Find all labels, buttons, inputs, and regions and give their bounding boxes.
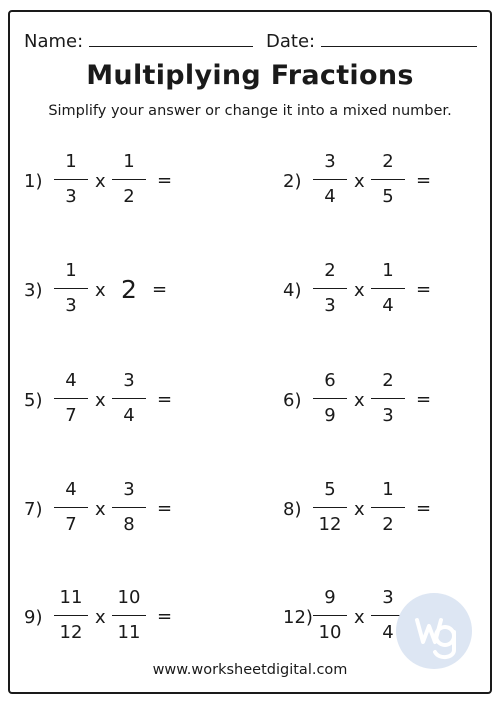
multiply-sign: x bbox=[95, 390, 106, 411]
equals-sign: = bbox=[157, 389, 173, 410]
fraction bbox=[309, 586, 351, 645]
numerator: 5 bbox=[324, 479, 336, 500]
problem-number: 3) bbox=[24, 280, 43, 301]
problem-number: 4) bbox=[283, 280, 302, 301]
worksheet-title: Multiplying Fractions bbox=[86, 60, 414, 91]
numerator: 1 bbox=[382, 479, 394, 500]
numerator: 2 bbox=[382, 151, 394, 172]
numerator: 3 bbox=[382, 587, 394, 608]
fraction-bar bbox=[313, 615, 347, 616]
fraction-bar bbox=[54, 179, 88, 180]
fraction-bar bbox=[54, 398, 88, 399]
fraction bbox=[108, 586, 150, 645]
numerator: 3 bbox=[123, 370, 135, 391]
fraction bbox=[309, 259, 351, 318]
equals-sign: = bbox=[157, 170, 173, 191]
name-label: Name: bbox=[24, 31, 84, 52]
date-field[interactable] bbox=[266, 30, 477, 53]
problem-number: 1) bbox=[24, 171, 43, 192]
denominator: 12 bbox=[318, 514, 342, 535]
fraction bbox=[309, 369, 351, 428]
equals-sign: = bbox=[157, 606, 173, 627]
name-field[interactable] bbox=[24, 30, 253, 53]
numerator: 11 bbox=[59, 587, 83, 608]
denominator: 11 bbox=[117, 622, 141, 643]
fraction bbox=[50, 369, 92, 428]
fraction bbox=[309, 478, 351, 537]
problem-number: 8) bbox=[283, 499, 302, 520]
numerator: 9 bbox=[324, 587, 336, 608]
footer-website: www.worksheetdigital.com bbox=[152, 662, 348, 678]
fraction-bar bbox=[371, 398, 405, 399]
denominator: 8 bbox=[123, 514, 135, 535]
fraction-bar bbox=[371, 179, 405, 180]
fraction bbox=[309, 150, 351, 209]
multiply-sign: x bbox=[95, 607, 106, 628]
multiply-sign: x bbox=[354, 171, 365, 192]
denominator: 3 bbox=[65, 295, 77, 316]
date-line[interactable] bbox=[321, 30, 477, 47]
multiply-sign: x bbox=[95, 499, 106, 520]
numerator: 2 bbox=[324, 260, 336, 281]
multiply-sign: x bbox=[95, 171, 106, 192]
equals-sign: = bbox=[416, 389, 432, 410]
problem-number: 12) bbox=[283, 607, 313, 628]
fraction bbox=[367, 259, 409, 318]
denominator: 3 bbox=[65, 186, 77, 207]
numerator: 10 bbox=[117, 587, 141, 608]
fraction-bar bbox=[112, 398, 146, 399]
numerator: 2 bbox=[382, 370, 394, 391]
denominator: 12 bbox=[59, 622, 83, 643]
fraction-bar bbox=[313, 398, 347, 399]
date-label: Date: bbox=[266, 31, 316, 52]
fraction bbox=[367, 369, 409, 428]
numerator: 3 bbox=[324, 151, 336, 172]
numerator: 3 bbox=[123, 479, 135, 500]
denominator: 4 bbox=[324, 186, 336, 207]
numerator: 4 bbox=[65, 479, 77, 500]
problem-number: 6) bbox=[283, 390, 302, 411]
denominator: 4 bbox=[123, 405, 135, 426]
worksheetdigital-logo-watermark bbox=[395, 592, 473, 670]
fraction bbox=[108, 369, 150, 428]
denominator: 2 bbox=[123, 186, 135, 207]
fraction bbox=[50, 150, 92, 209]
denominator: 2 bbox=[382, 514, 394, 535]
numerator: 1 bbox=[65, 151, 77, 172]
denominator: 7 bbox=[65, 514, 77, 535]
equals-sign: = bbox=[416, 498, 432, 519]
denominator: 7 bbox=[65, 405, 77, 426]
multiply-sign: x bbox=[354, 607, 365, 628]
numerator: 1 bbox=[382, 260, 394, 281]
equals-sign: = bbox=[152, 279, 168, 300]
multiply-sign: x bbox=[354, 390, 365, 411]
fraction-bar bbox=[112, 615, 146, 616]
numerator: 1 bbox=[123, 151, 135, 172]
fraction-bar bbox=[112, 179, 146, 180]
multiply-sign: x bbox=[95, 280, 106, 301]
instructions: Simplify your answer or change it into a mixed number. bbox=[48, 103, 452, 119]
fraction-bar bbox=[371, 288, 405, 289]
equals-sign: = bbox=[416, 170, 432, 191]
denominator: 4 bbox=[382, 622, 394, 643]
numerator: 4 bbox=[65, 370, 77, 391]
denominator: 10 bbox=[318, 622, 342, 643]
fraction bbox=[108, 478, 150, 537]
numerator: 1 bbox=[65, 260, 77, 281]
numerator: 6 bbox=[324, 370, 336, 391]
fraction bbox=[50, 478, 92, 537]
multiply-sign: x bbox=[354, 280, 365, 301]
denominator: 4 bbox=[382, 295, 394, 316]
equals-sign: = bbox=[416, 279, 432, 300]
whole-number: 2 bbox=[121, 275, 137, 304]
problem-number: 5) bbox=[24, 390, 43, 411]
fraction-bar bbox=[313, 288, 347, 289]
fraction bbox=[50, 259, 92, 318]
fraction-bar bbox=[54, 288, 88, 289]
fraction bbox=[108, 150, 150, 209]
fraction-bar bbox=[313, 507, 347, 508]
fraction bbox=[367, 150, 409, 209]
fraction-bar bbox=[371, 507, 405, 508]
fraction-bar bbox=[112, 507, 146, 508]
problem-number: 7) bbox=[24, 499, 43, 520]
fraction-bar bbox=[54, 615, 88, 616]
equals-sign: = bbox=[157, 498, 173, 519]
denominator: 5 bbox=[382, 186, 394, 207]
fraction-bar bbox=[313, 179, 347, 180]
denominator: 3 bbox=[324, 295, 336, 316]
fraction bbox=[367, 478, 409, 537]
multiply-sign: x bbox=[354, 499, 365, 520]
fraction-bar bbox=[54, 507, 88, 508]
problem-number: 2) bbox=[283, 171, 302, 192]
denominator: 3 bbox=[382, 405, 394, 426]
denominator: 9 bbox=[324, 405, 336, 426]
problem-number: 9) bbox=[24, 607, 43, 628]
name-line[interactable] bbox=[89, 30, 253, 47]
fraction bbox=[50, 586, 92, 645]
